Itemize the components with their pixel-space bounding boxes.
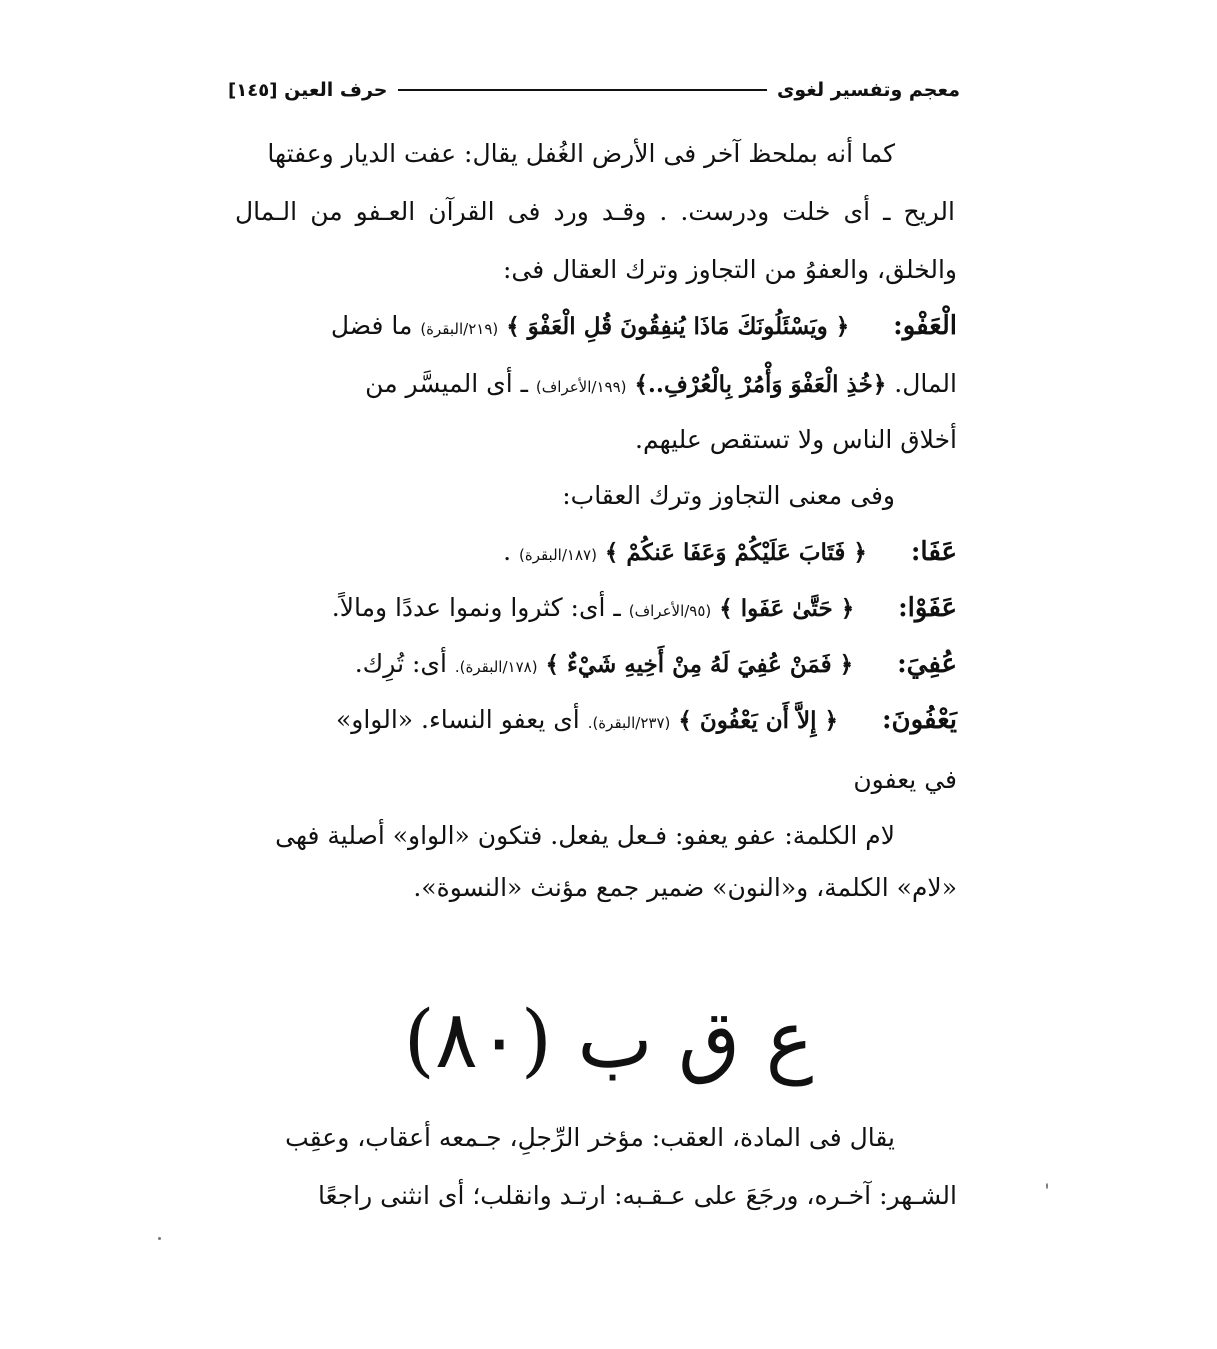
- verse-reference: (٢١٩/البقرة): [420, 320, 499, 338]
- headword: عُفِيَ:: [897, 649, 957, 679]
- headword: الْعَفْو:: [893, 311, 957, 341]
- quran-verse: ﴿ إِلاَّ أَن يَعْفُونَ ﴾: [678, 707, 839, 734]
- headword: عَفَا:: [910, 537, 957, 567]
- verse-reference: (١٨٧/البقرة): [518, 546, 597, 564]
- header-rule: [398, 89, 767, 91]
- quran-verse: ﴿ فَمَنْ عُفِيَ لَهُ مِنْ أَخِيهِ شَيْءٌ ﴾: [545, 651, 854, 678]
- verse-reference: (١٧٨/البقرة).: [454, 658, 538, 676]
- running-header: [228, 70, 960, 110]
- gloss-text: .: [503, 537, 512, 566]
- paragraph-line: والخلق، والعفوُ من التجاوز وترك العقال فى:: [502, 255, 957, 284]
- afw-line-1: [331, 306, 957, 349]
- continuation-line: في يعفون: [853, 765, 957, 794]
- gloss-text: المال.: [894, 369, 957, 398]
- scan-speck: [1046, 1183, 1048, 1189]
- gloss-text: ـ أى: كثروا ونموا عددًا ومالاً.: [331, 593, 621, 622]
- example-line: [336, 700, 957, 743]
- section-intro: وفى معنى التجاوز وترك العقاب:: [562, 481, 895, 510]
- gloss-text: أى يعفو النساء. «الواو»: [335, 705, 580, 734]
- quran-verse: ﴿ ويَسْئَلُونَكَ مَاذَا يُنفِقُونَ قُلِ الْعَفْوَ ﴾: [506, 313, 850, 340]
- verse-reference: (٢٣٧/البقرة).: [587, 714, 671, 732]
- example-line: [503, 532, 957, 575]
- example-line: [355, 644, 957, 687]
- afw-line-3: أخلاق الناس ولا تستقص عليهم.: [635, 425, 957, 454]
- paragraph-line: الريح ـ أى خلت ودرست. . وقـد ورد فى القرآن العـفو من الـمال: [235, 197, 955, 226]
- quran-verse: ﴿ فَتَابَ عَلَيْكُمْ وَعَفَا عَنكُمْ ﴾: [604, 539, 867, 566]
- afw-line-2: [365, 364, 957, 407]
- verse-reference: (٩٥/الأعراف): [628, 602, 712, 620]
- headword: يَعْفُونَ:: [881, 705, 957, 735]
- example-line: [332, 588, 957, 631]
- gloss-text: ـ أى الميسَّر من: [365, 369, 528, 398]
- headword: عَفَوْا:: [898, 593, 957, 623]
- gloss-text: ما فضل: [330, 311, 413, 340]
- grammar-note-line: لام الكلمة: عفو يعفو: فـعل يفعل. فتكون «الواو» أصلية فهى: [275, 821, 895, 850]
- quran-verse: ﴿خُذِ الْعَفْوَ وَأْمُرْ بِالْعُرْفِ..﴾: [634, 371, 887, 398]
- page-number: [١٤٥]: [228, 79, 278, 101]
- section-title: حرف العين: [284, 79, 388, 101]
- scan-speck: [158, 1237, 161, 1240]
- grammar-note-line: «لام» الكلمة، و«النون» ضمير جمع مؤنث «النسوة».: [413, 873, 957, 902]
- verse-reference: (١٩٩/الأعراف): [535, 378, 627, 396]
- book-title: معجم وتفسير لغوى: [776, 79, 960, 101]
- quran-verse: ﴿ حَتَّىٰ عَفَوا ﴾: [719, 595, 855, 622]
- gloss-text: أى: تُرِك.: [354, 649, 447, 678]
- entry-heading: ع ق ب (٨٠): [403, 993, 814, 1086]
- paragraph-line: كما أنه بملحظ آخر فى الأرض الغُفل يقال: عفت الديار وعفتها: [267, 139, 895, 168]
- paragraph-line: يقال فى المادة، العقب: مؤخر الرِّجلِ، جـمعه أعقاب، وعقِب: [285, 1123, 895, 1152]
- paragraph-line: الشـهر: آخـره، ورجَعَ على عـقـبه: ارتـد وانقلب؛ أى انثنى راجعًا: [318, 1181, 957, 1210]
